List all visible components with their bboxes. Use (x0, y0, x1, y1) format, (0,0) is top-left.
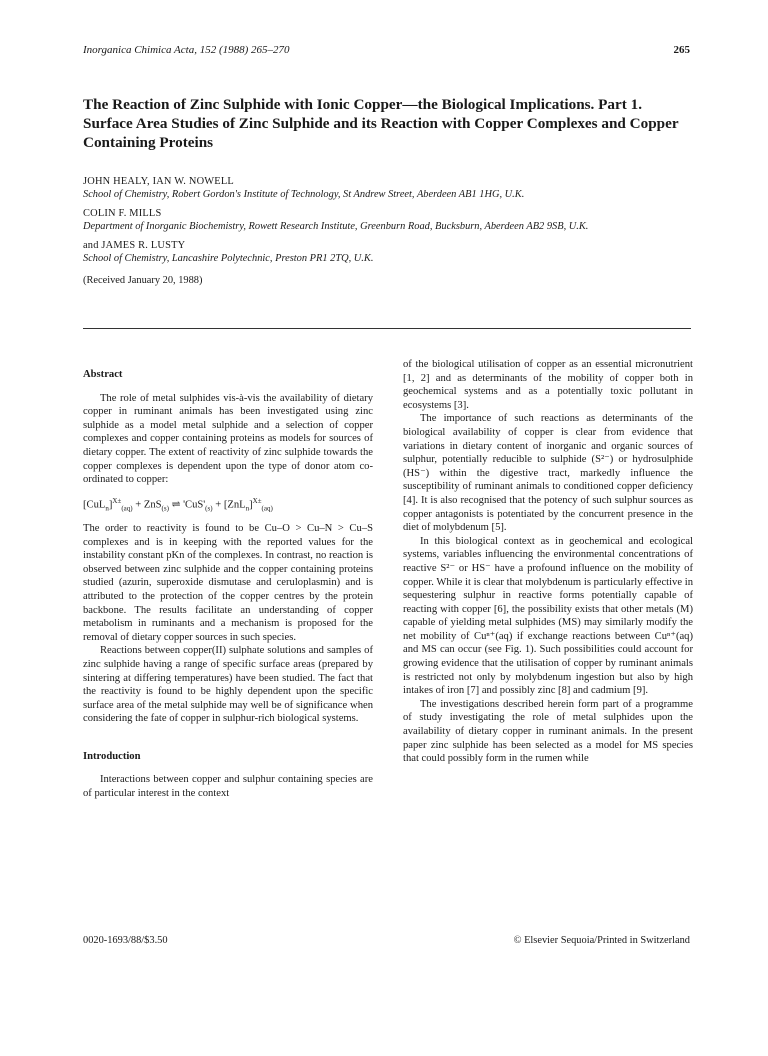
author-names: JOHN HEALY, IAN W. NOWELL (83, 176, 234, 187)
reaction-equation: $[CuL_n]^{X\pm}_{(aq)} + ZnS_{(s)}$ ⇌ '$CuS'_{(s)} + [ZnL_n]^{X\pm}_{(aq)}$ (83, 496, 273, 513)
journal-citation: Inorganica Chimica Acta, 152 (1988) 265–270 (83, 44, 290, 56)
author-affiliation: School of Chemistry, Lancashire Polytechnic, Preston PR1 2TQ, U.K. (83, 253, 374, 264)
introduction-paragraph: Interactions between copper and sulphur containing species are of particular interest in the context (83, 774, 373, 800)
publisher-notice: © Elsevier Sequoia/Printed in Switzerland (513, 935, 690, 946)
abstract-paragraph: The order to reactivity is found to be Cu–O > Cu–N > Cu–S complexes and is in keeping with the reported values for the instability constant pKn of the complexes. In contrast, no reaction is observed between zinc sulphide and the copper containing proteins studied (azurin, superoxide dismutase and ceruloplasmin) and is attributed to the protection of the copper centres by the protein backbone. The results facilitate an understanding of copper metabolism in ruminants and a mechanism is proposed for the removal of dietary copper sources in such species. (83, 522, 373, 643)
page-number: 265 (673, 44, 690, 56)
abstract-paragraph: The role of metal sulphides vis-à-vis the availability of dietary copper in ruminant animals has been investigated using zinc sulphide as a model metal sulphide and a selection of copper complexes and copper containing proteins as models for sources of dietary copper. The extent of reactivity of zinc sulphide towards the copper complexes is dependent upon the type of donor atom co-ordinated to copper: (83, 392, 373, 486)
received-date: (Received January 20, 1988) (83, 275, 203, 286)
article-code: 0020-1693/88/$3.50 (83, 935, 168, 946)
author-names: and JAMES R. LUSTY (83, 240, 186, 251)
author-names: COLIN F. MILLS (83, 208, 162, 219)
body-paragraph: The investigations described herein form part of a programme of study investigating the role of metal sulphides upon the availability of dietary copper in ruminant animals. In the present paper zinc sulphide has been selected as a model for MS species that could possibly form in the rumen while (403, 698, 693, 765)
abstract-paragraph: Reactions between copper(II) sulphate solutions and samples of zinc sulphide having a range of specific surface areas (prepared by sintering at differing temperatures) have been studied. The fact that the reactivity is found to be highly dependent upon the specific surface area of the metal sulphide may well be of significance when considering the fate of copper in sulphur-rich biological systems. (83, 645, 373, 725)
body-paragraph: of the biological utilisation of copper as an essential micronutrient [1, 2] and as determinants of the mobility of copper both in geochemical systems and as a potentially toxic pollutant in ecosystems [3]. (403, 359, 693, 411)
introduction-heading: Introduction (83, 750, 141, 762)
section-divider (83, 328, 691, 329)
left-column (83, 368, 373, 801)
article-title: The Reaction of Zinc Sulphide with Ionic Copper—the Biological Implications. Part 1. Surface Area Studies of Zinc Sulphide and its Reaction with Copper Complexes and Copper Containing Proteins (83, 96, 679, 151)
author-affiliation: Department of Inorganic Biochemistry, Rowett Research Institute, Greenburn Road, Bucksburn, Aberdeen AB2 9SB, U.K. (83, 221, 589, 232)
right-column (403, 358, 693, 766)
body-paragraph: The importance of such reactions as determinants of the biological availability of copper is clear from evidence that variations in dietary content of inorganic and organic sources of sulphur, potentially reducible to sulphide (S²⁻) or hydrosulphide (HS⁻) within the digestive tract, markedly influence the susceptibility of ruminant animals to conditioned copper deficiency [4]. It is also recognised that the potency of such sulphur sources as copper antagonists is potentiated by the concurrent presence in the diet of molybdenum [5]. (403, 413, 693, 534)
author-affiliation: School of Chemistry, Robert Gordon's Institute of Technology, St Andrew Street, Aberdeen AB1 1HG, U.K. (83, 189, 525, 200)
body-paragraph: In this biological context as in geochemical and ecological systems, variables influencing the environmental concentrations of reactive S²⁻ or HS⁻ have a profound influence on the mobility of copper. While it is clear that molybdenum is particularly effective in sequestering sulphur in reactive forms potentially capable of reacting with copper [6], the possibility exists that other metals (M) capable of yielding metal sulphides (MS) may similarly modify the net mobility of Cuⁿ⁺(aq) if exchange reactions between Cuⁿ⁺(aq) and MS can occur (see Fig. 1). Such possibilities could account for growing evidence that the utilisation of copper by ruminant animals is restricted not only by molybdenum ingestion but also by high intakes of iron [7] and possibly zinc [8] and cadmium [9]. (403, 535, 693, 697)
abstract-heading: Abstract (83, 369, 123, 380)
author-block (83, 175, 693, 297)
